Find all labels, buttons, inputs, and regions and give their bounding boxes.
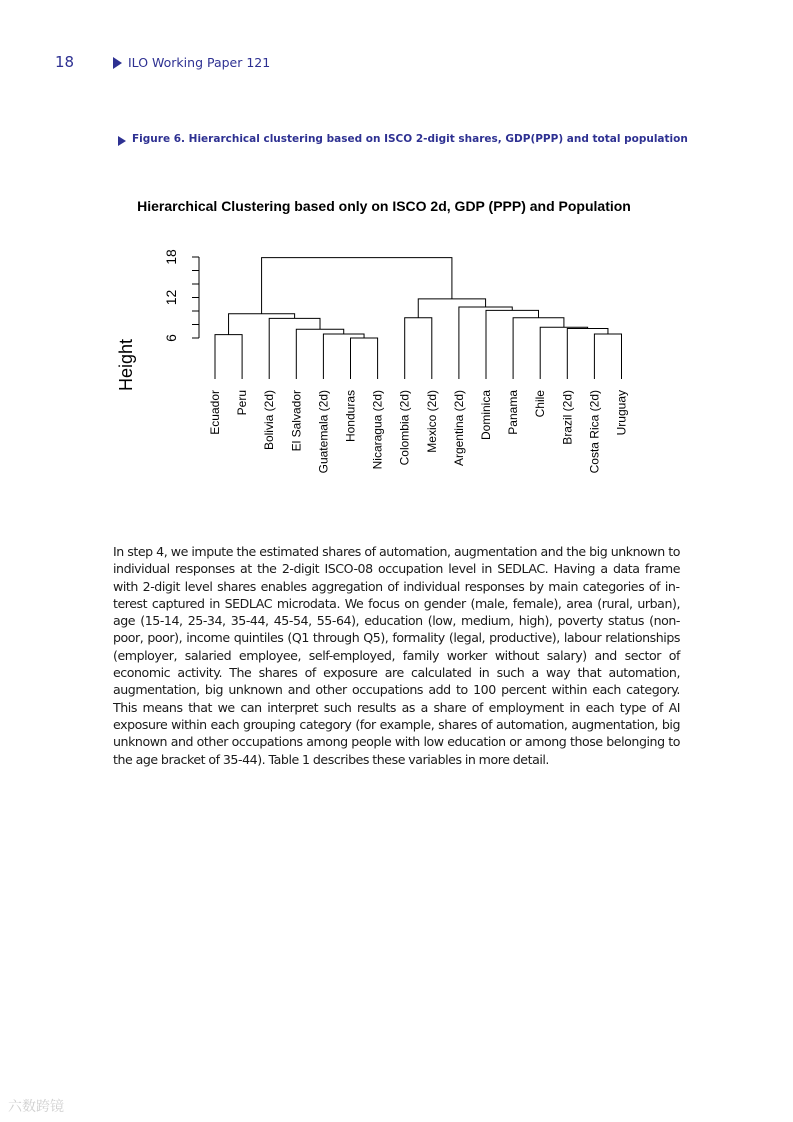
- dendrogram-link: [215, 335, 242, 379]
- leaf-label: Bolivia (2d): [262, 390, 277, 451]
- body-paragraph: In step 4, we impute the estimated shares of automation, augmentation and the big unknown to individual responses at the 2-digit ISCO-08 occupation level in SEDLAC. Having a data frame with 2-digit level shares enables aggregation of individual responses by main categories of interest captured in SEDLAC microdata. We focus on gender (male, female), area (rural, urban), age (15-14, 25-34, 35-44, 45-54, 55-64), education (low, medium, high), poverty status (non-poor, poor), income quintiles (Q1 through Q5), formality (legal, productive), labour relationships (employer, salaried employee, self-employed, family worker without salary) and sector of economic activity. The shares of exposure are calculated in such a way that automation, augmentation, big unknown and other occupations add to 100 percent within each category. This means that we can interpret such results as a share of employment in each type of AI exposure within each grouping category (for example, shares of automation, augmentation, big unknown and other occupations among people with low education or among those belonging to the age bracket of 35-44). Table 1 describes these variables in more detail.: [113, 544, 680, 767]
- y-tick-label: 12: [163, 289, 179, 306]
- dendrogram-link: [594, 334, 621, 379]
- running-header-title: ILO Working Paper 121: [128, 55, 271, 70]
- figure-triangle-icon: [118, 136, 126, 146]
- dendrogram-link: [323, 334, 364, 379]
- dendrogram-link: [262, 258, 452, 314]
- leaf-label: Honduras: [343, 390, 358, 443]
- leaf-label: Nicaragua (2d): [370, 390, 385, 470]
- leaf-label: Mexico (2d): [424, 390, 439, 453]
- dendrogram-link: [351, 338, 378, 379]
- header-triangle-icon: [113, 57, 122, 69]
- y-axis-label: Height: [116, 338, 136, 392]
- leaf-label: Uruguay: [614, 390, 629, 436]
- leaf-label: El Salvador: [289, 390, 304, 452]
- y-tick-label: 6: [163, 334, 179, 342]
- leaf-label: Guatemala (2d): [316, 390, 331, 474]
- leaf-label: Peru: [235, 390, 250, 416]
- leaf-label: Dominica: [479, 390, 493, 441]
- dendrogram-link: [540, 327, 587, 379]
- dendrogram-link: [229, 314, 295, 335]
- leaf-label: Panama: [506, 390, 521, 435]
- y-tick-label: 18: [163, 249, 179, 265]
- page-number: 18: [55, 53, 75, 71]
- figure-caption: Figure 6. Hierarchical clustering based on ISCO 2-digit shares, GDP(PPP) and total population: [132, 133, 688, 145]
- dendrogram-link: [405, 318, 432, 379]
- dendrogram-link: [418, 299, 485, 318]
- leaf-label: Chile: [533, 390, 548, 418]
- watermark-logo: 六数跨镜: [8, 1099, 64, 1115]
- leaf-label: Costa Rica (2d): [587, 390, 602, 474]
- dendrogram-link: [486, 310, 539, 379]
- dendrogram-chart: [100, 185, 700, 485]
- leaf-label: Ecuador: [208, 390, 222, 435]
- leaf-label: Brazil (2d): [560, 390, 575, 445]
- leaf-label: Colombia (2d): [397, 390, 412, 466]
- leaf-label: Argentina (2d): [451, 390, 466, 467]
- dendrogram-link: [269, 318, 320, 379]
- dendrogram-link: [567, 329, 608, 379]
- dendrogram-link: [296, 329, 343, 379]
- chart-title: Hierarchical Clustering based only on ISCO 2d, GDP (PPP) and Population: [137, 198, 631, 214]
